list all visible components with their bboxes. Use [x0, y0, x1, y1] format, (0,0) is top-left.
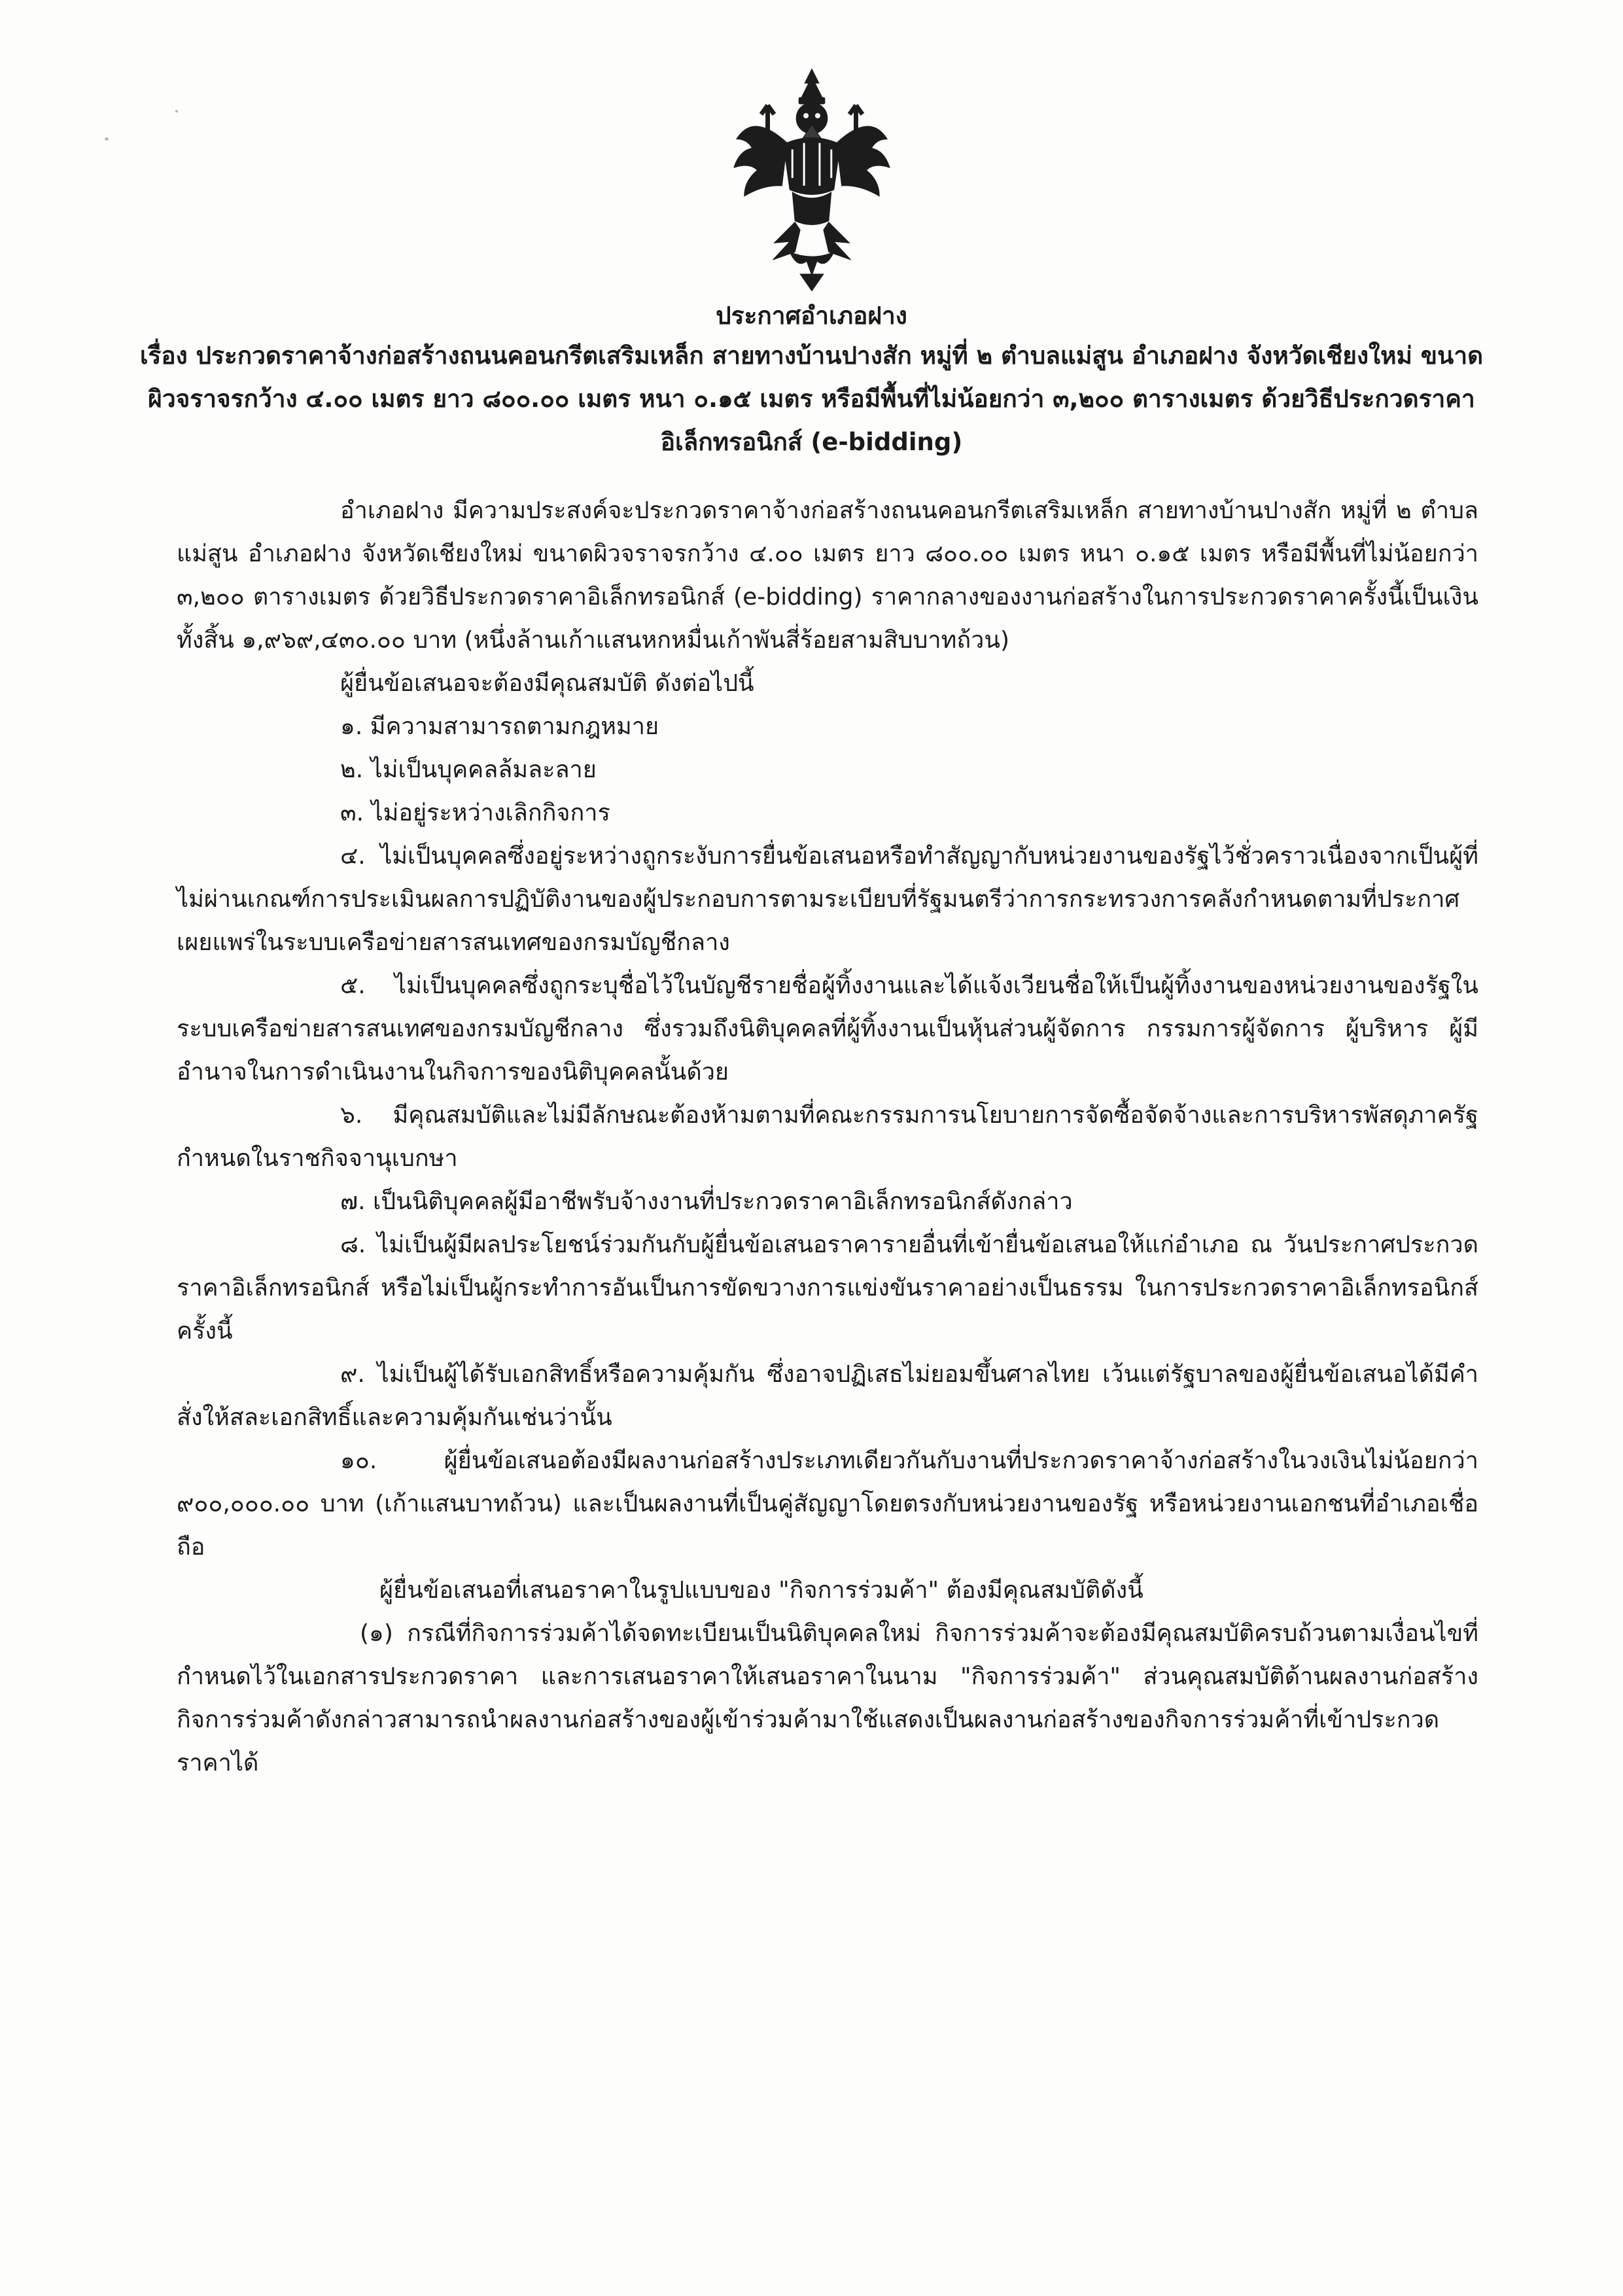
qualification-item: ๖. มีคุณสมบัติและไม่มีลักษณะต้องห้ามตามที่คณะกรรมการนโยบายการจัดซื้อจัดจ้างและการบริหารพัสดุภาครัฐกำหนดในราชกิจจานุเบกษา	[177, 1102, 1478, 1172]
qualifications-heading: ผู้ยื่นข้อเสนอจะต้องมีคุณสมบัติ ดังต่อไปนี้	[340, 670, 754, 697]
joint-venture-heading: ผู้ยื่นข้อเสนอที่เสนอราคาในรูปแบบของ "กิจการร่วมค้า" ต้องมีคุณสมบัติดังนี้	[379, 1577, 1143, 1604]
announcement-subject: เรื่อง ประกวดราคาจ้างก่อสร้างถนนคอนกรีตเสริมเหล็ก สายทางบ้านปางสัก หมู่ที่ ๒ ตำบลแม่สูน อำเภอฝาง จังหวัดเชียงใหม่ ขนาดผิวจราจรกว้าง ๔.๐๐ เมตร ยาว ๘๐๐.๐๐ เมตร หนา ๐.๑๕ เมตร หรือมีพื้นที่ไม่น้อยกว่า ๓,๒๐๐ ตารางเมตร ด้วยวิธีประกวดราคาอิเล็กทรอนิกส์ (e-bidding)	[139, 342, 1484, 456]
garuda-emblem-icon	[727, 65, 896, 294]
intro-paragraph: อำเภอฝาง มีความประสงค์จะประกวดราคาจ้างก่อสร้างถนนคอนกรีตเสริมเหล็ก สายทางบ้านปางสัก หมู่ที่ ๒ ตำบลแม่สูน อำเภอฝาง จังหวัดเชียงใหม่ ขนาดผิวจราจรกว้าง ๔.๐๐ เมตร ยาว ๘๐๐.๐๐ เมตร หนา ๐.๑๕ เมตร หรือมีพื้นที่ไม่น้อยกว่า ๓,๒๐๐ ตารางเมตร ด้วยวิธีประกวดราคาอิเล็กทรอนิกส์ (e-bidding) ราคากลางของงานก่อสร้างในการประกวดราคาครั้งนี้เป็นเงินทั้งสิ้น ๑,๙๖๙,๔๓๐.๐๐ บาท (หนึ่งล้านเก้าแสนหกหมื่นเก้าพันสี่ร้อยสามสิบบาทถ้วน)	[177, 497, 1478, 654]
scan-speck	[105, 137, 109, 141]
qualification-item: ๑. มีความสามารถตามกฎหมาย	[340, 713, 659, 740]
qualification-item: ๑๐. ผู้ยื่นข้อเสนอต้องมีผลงานก่อสร้างประเภทเดียวกันกับงานที่ประกวดราคาจ้างก่อสร้างในวงเงินไม่น้อยกว่า ๙๐๐,๐๐๐.๐๐ บาท (เก้าแสนบาทถ้วน) และเป็นผลงานที่เป็นคู่สัญญาโดยตรงกับหน่วยงานของรัฐ หรือหน่วยงานเอกชนที่อำเภอเชื่อถือ	[177, 1447, 1478, 1561]
announcement-body	[177, 489, 1478, 1785]
qualification-item: ๔. ไม่เป็นบุคคลซึ่งอยู่ระหว่างถูกระงับการยื่นข้อเสนอหรือทำสัญญากับหน่วยงานของรัฐไว้ชั่วคราวเนื่องจากเป็นผู้ที่ไม่ผ่านเกณฑ์การประเมินผลการปฏิบัติงานของผู้ประกอบการตามระเบียบที่รัฐมนตรีว่าการกระทรวงการคลังกำหนดตามที่ประกาศเผยแพร่ในระบบเครือข่ายสารสนเทศของกรมบัญชีกลาง	[177, 843, 1478, 956]
qualification-item: ๒. ไม่เป็นบุคคลล้มละลาย	[340, 756, 597, 783]
joint-venture-item: (๑) กรณีที่กิจการร่วมค้าได้จดทะเบียนเป็นนิติบุคคลใหม่ กิจการร่วมค้าจะต้องมีคุณสมบัติครบถ้วนตามเงื่อนไขที่กำหนดไว้ในเอกสารประกวดราคา และการเสนอราคาให้เสนอราคาในนาม "กิจการร่วมค้า" ส่วนคุณสมบัติด้านผลงานก่อสร้าง กิจการร่วมค้าดังกล่าวสามารถนำผลงานก่อสร้างของผู้เข้าร่วมค้ามาใช้แสดงเป็นผลงานก่อสร้างของกิจการร่วมค้าที่เข้าประกวดราคาได้	[177, 1620, 1478, 1776]
scan-speck	[175, 110, 178, 113]
qualification-item: ๘. ไม่เป็นผู้มีผลประโยชน์ร่วมกันกับผู้ยื่นข้อเสนอราคารายอื่นที่เข้ายื่นข้อเสนอให้แก่อำเภอ ณ วันประกาศประกวดราคาอิเล็กทรอนิกส์ หรือไม่เป็นผู้กระทำการอันเป็นการขัดขวางการแข่งขันราคาอย่างเป็นธรรม ในการประกวดราคาอิเล็กทรอนิกส์ครั้งนี้	[177, 1231, 1478, 1345]
announcement-title: ประกาศอำเภอฝาง	[716, 302, 907, 330]
qualification-item: ๕. ไม่เป็นบุคคลซึ่งถูกระบุชื่อไว้ในบัญชีรายชื่อผู้ทิ้งงานและได้แจ้งเวียนชื่อให้เป็นผู้ทิ้งงานของหน่วยงานของรัฐในระบบเครือข่ายสารสนเทศของกรมบัญชีกลาง ซึ่งรวมถึงนิติบุคคลที่ผู้ทิ้งงานเป็นหุ้นส่วนผู้จัดการ กรรมการผู้จัดการ ผู้บริหาร ผู้มีอำนาจในการดำเนินงานในกิจการของนิติบุคคลนั้นด้วย	[177, 972, 1478, 1086]
title-block	[131, 298, 1492, 464]
qualification-item: ๙. ไม่เป็นผู้ได้รับเอกสิทธิ์หรือความคุ้มกัน ซึ่งอาจปฏิเสธไม่ยอมขึ้นศาลไทย เว้นแต่รัฐบาลของผู้ยื่นข้อเสนอได้มีคำสั่งให้สละเอกสิทธิ์และความคุ้มกันเช่นว่านั้น	[177, 1361, 1478, 1431]
qualification-item: ๗. เป็นนิติบุคคลผู้มีอาชีพรับจ้างงานที่ประกวดราคาอิเล็กทรอนิกส์ดังกล่าว	[340, 1188, 1073, 1215]
qualification-item: ๓. ไม่อยู่ระหว่างเลิกกิจการ	[340, 800, 610, 826]
